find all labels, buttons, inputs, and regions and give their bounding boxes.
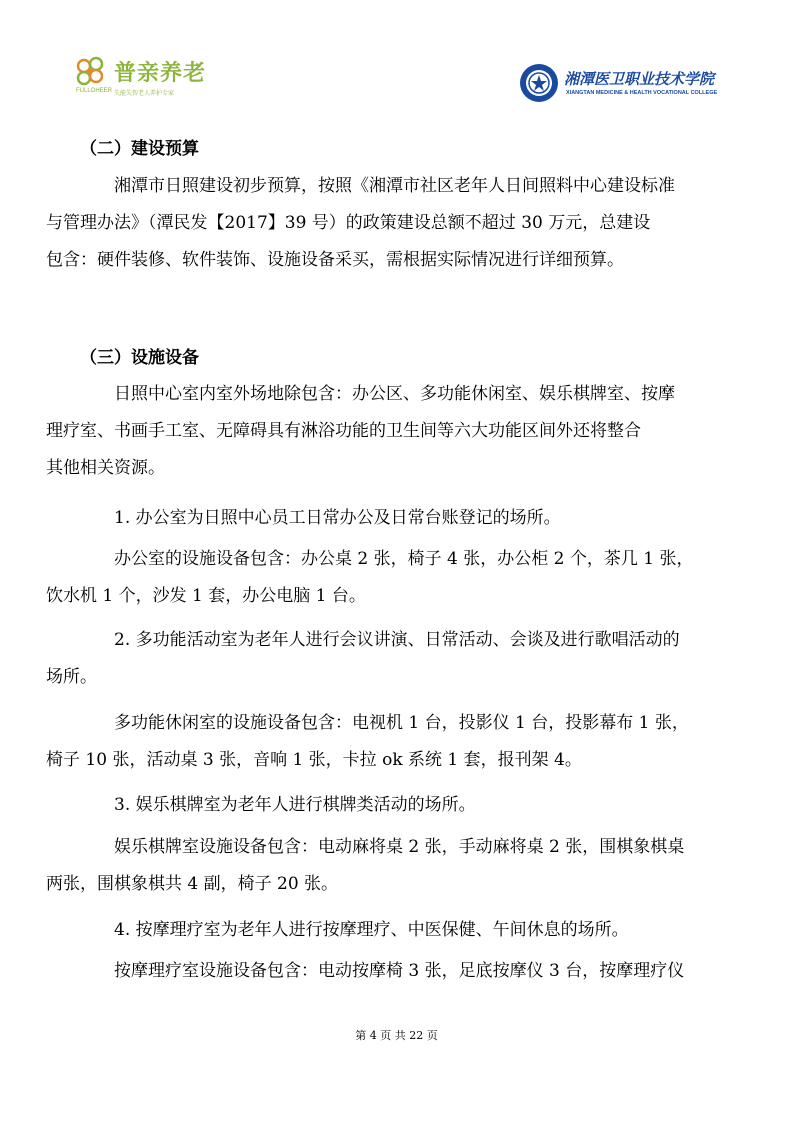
college-name-cn: 湘潭医卫职业技术学院 bbox=[564, 70, 715, 88]
budget-heading: （二）建设预算 bbox=[80, 139, 199, 159]
equipment-heading: （三）设施设备 bbox=[80, 348, 199, 368]
paragraph-line: 日照中心室内室外场地除包含：办公区、多功能休闲室、娱乐棋牌室、按摩 bbox=[114, 384, 675, 404]
paragraph-line: 场所。 bbox=[46, 667, 97, 687]
activity-equipment-paragraph bbox=[46, 705, 720, 779]
paragraph-line: 按摩理疗室设施设备包含：电动按摩椅 3 张，足底按摩仪 3 台，按摩理疗仪 bbox=[114, 961, 685, 981]
office-equipment-paragraph bbox=[46, 541, 720, 615]
brand-slogan: 失能失智老人养护专家 bbox=[114, 90, 175, 97]
paragraph-line: 理疗室、书画手工室、无障碍具有淋浴功能的卫生间等六大功能区间外还将整合 bbox=[46, 421, 641, 441]
paragraph-line: 饮水机 1 个，沙发 1 套，办公电脑 1 台。 bbox=[46, 586, 366, 606]
paragraph-line: 4. 按摩理疗室为老年人进行按摩理疗、中医保健、午间休息的场所。 bbox=[114, 920, 629, 940]
brand-name-cn: 普亲养老 bbox=[114, 61, 207, 86]
paragraph-line: 1. 办公室为日照中心员工日常办公及日常台账登记的场所。 bbox=[114, 508, 561, 528]
paragraph-line: 多功能休闲室的设施设备包含：电视机 1 台，投影仪 1 台，投影幕布 1 张， bbox=[114, 713, 689, 733]
paragraph-line: 办公室的设施设备包含：办公桌 2 张，椅子 4 张，办公柜 2 个，茶几 1 张， bbox=[114, 549, 694, 569]
massage-equipment-paragraph bbox=[80, 953, 720, 990]
college-seal-icon bbox=[518, 62, 560, 104]
budget-line: 湘潭市日照建设初步预算，按照《湘潭市社区老年人日间照料中心建设标准 bbox=[114, 176, 675, 196]
budget-line: 与管理办法》（潭民发【2017】39 号）的政策建设总额不超过 30 万元，总建设 bbox=[46, 213, 651, 233]
college-logo bbox=[518, 62, 718, 106]
page-number: 第 4 页 共 22 页 bbox=[355, 1029, 438, 1042]
brand-name-en: FULLOHEER bbox=[76, 88, 113, 94]
chess-room-paragraph bbox=[80, 787, 720, 824]
paragraph-line: 2. 多功能活动室为老年人进行会议讲演、日常活动、会谈及进行歌唱活动的 bbox=[114, 630, 680, 650]
paragraph-line: 两张，围棋象棋共 4 副，椅子 20 张。 bbox=[46, 874, 339, 894]
flower-logo-icon bbox=[74, 56, 112, 88]
paragraph-line: 娱乐棋牌室设施设备包含：电动麻将桌 2 张，手动麻将桌 2 张，围棋象棋桌 bbox=[114, 837, 685, 857]
massage-room-paragraph bbox=[80, 912, 720, 949]
budget-paragraph bbox=[46, 168, 720, 279]
paragraph-line: 椅子 10 张，活动桌 3 张，音响 1 张，卡拉 ok 系统 1 套，报刊架 4。 bbox=[46, 750, 582, 770]
equipment-intro-paragraph bbox=[46, 376, 720, 487]
college-name-en: XIANGTAN MEDICINE & HEALTH VOCATIONAL COLLEGE bbox=[566, 90, 718, 96]
paragraph-line: 3. 娱乐棋牌室为老年人进行棋牌类活动的场所。 bbox=[114, 795, 476, 815]
page-header bbox=[0, 0, 793, 120]
office-item-paragraph bbox=[80, 500, 720, 537]
pu-qin-logo bbox=[74, 52, 214, 102]
budget-line: 包含：硬件装修、软件装饰、设施设备采买，需根据实际情况进行详细预算。 bbox=[46, 250, 624, 270]
chess-equipment-paragraph bbox=[46, 829, 720, 903]
paragraph-line: 其他相关资源。 bbox=[46, 458, 165, 478]
activity-room-paragraph bbox=[46, 622, 720, 696]
